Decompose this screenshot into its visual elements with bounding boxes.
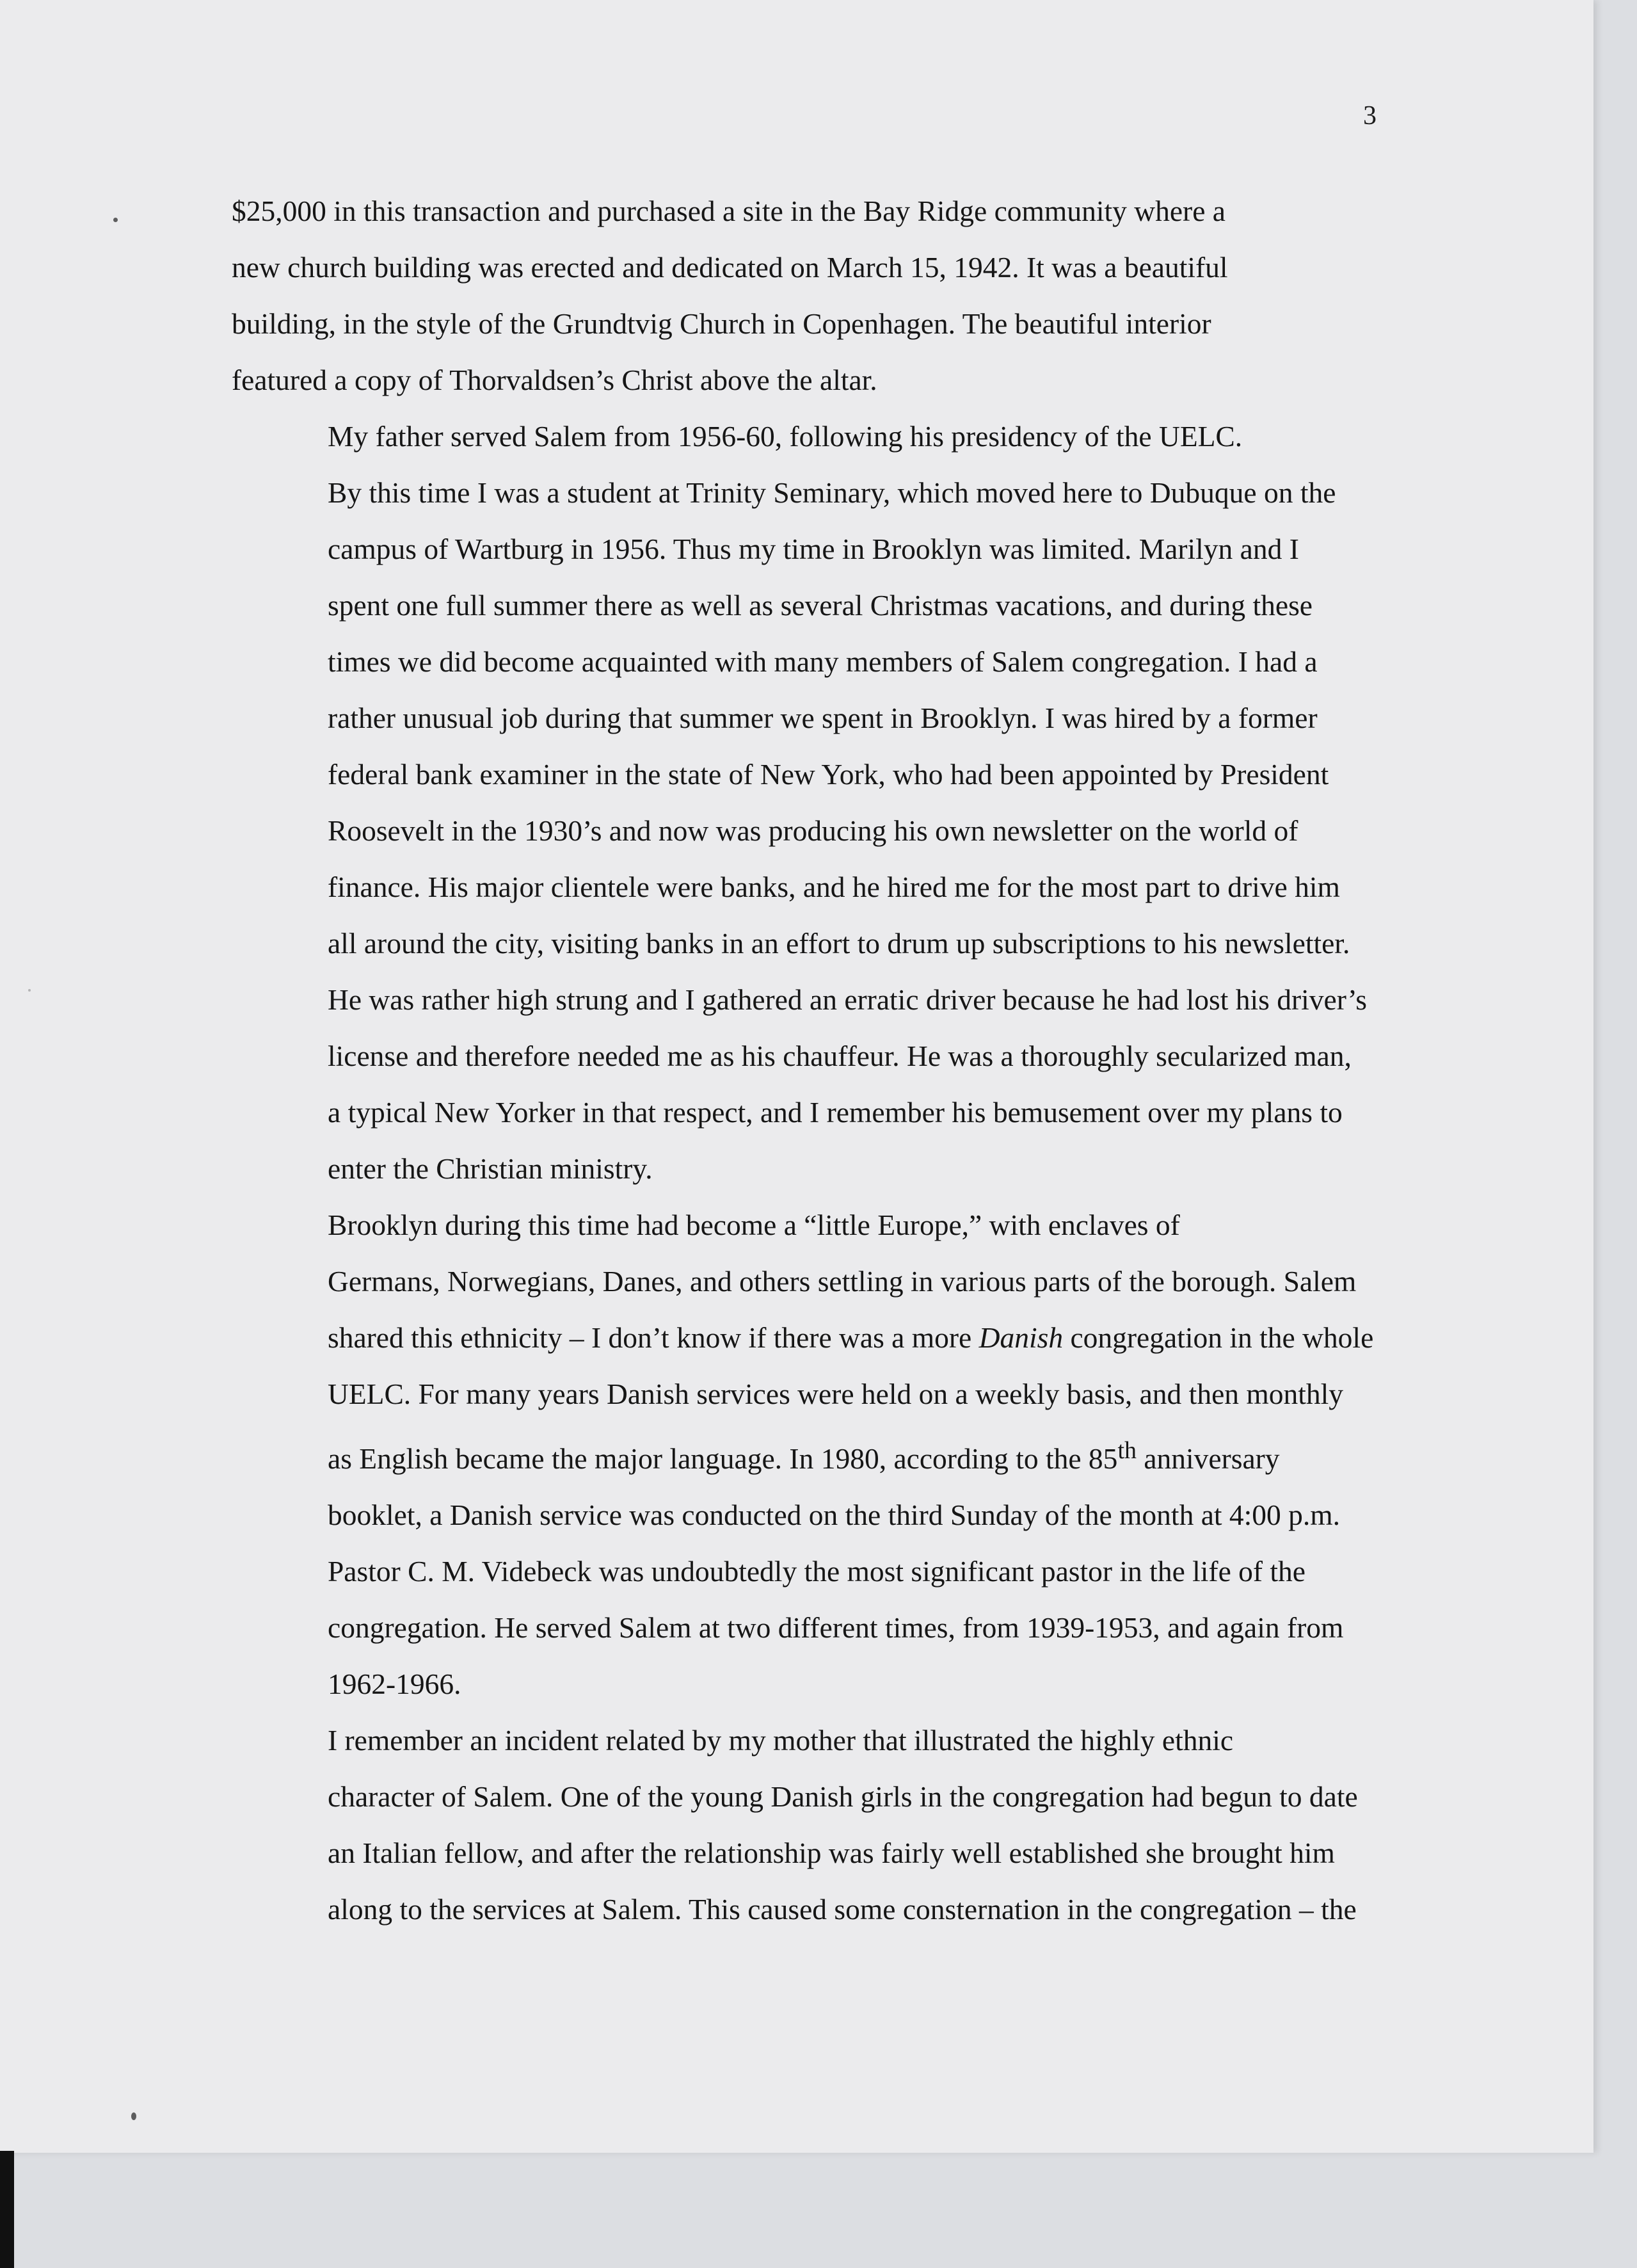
text-line: enter the Christian ministry. xyxy=(328,1152,653,1185)
text-line: spent one full summer there as well as several Christmas vacations, and during these xyxy=(328,589,1313,622)
emphasis-danish: Danish xyxy=(978,1321,1064,1354)
text-line: My father served Salem from 1956-60, following his presidency of the UELC. xyxy=(328,420,1243,453)
body-text xyxy=(232,183,1384,1938)
text-line: featured a copy of Thorvaldsen’s Christ above the altar. xyxy=(232,364,877,396)
scan-speck xyxy=(28,989,31,992)
text-line: character of Salem. One of the young Danish girls in the congregation had begun to date xyxy=(328,1780,1358,1814)
scan-speck xyxy=(113,218,118,222)
text-line: building, in the style of the Grundtvig Church in Copenhagen. The beautiful interior xyxy=(232,307,1211,340)
text-line: along to the services at Salem. This caused some consternation in the congregation – the xyxy=(328,1893,1357,1926)
text-line: Roosevelt in the 1930’s and now was producing his own newsletter on the world of xyxy=(328,814,1298,847)
text-line: Pastor C. M. Videbeck was undoubtedly the most significant pastor in the life of the xyxy=(328,1555,1306,1588)
text-line: UELC. For many years Danish services were held on a weekly basis, and then monthly xyxy=(328,1378,1344,1410)
ordinal-superscript: th xyxy=(1117,1437,1137,1464)
text-segment: congregation in the whole xyxy=(1063,1321,1374,1354)
text-line: times we did become acquainted with many members of Salem congregation. I had a xyxy=(328,645,1318,678)
text-line xyxy=(232,1422,1384,1487)
text-line: Brooklyn during this time had become a “little Europe,” with enclaves of xyxy=(328,1209,1180,1241)
text-line: an Italian fellow, and after the relationship was fairly well established she brought him xyxy=(328,1837,1335,1870)
text-line xyxy=(232,1310,1384,1366)
text-line: rather unusual job during that summer we spent in Brooklyn. I was hired by a former xyxy=(328,702,1318,734)
scan-speck xyxy=(131,2112,136,2120)
text-line: $25,000 in this transaction and purchased a site in the Bay Ridge community where a xyxy=(232,195,1226,227)
text-line: By this time I was a student at Trinity Seminary, which moved here to Dubuque on the xyxy=(328,476,1336,509)
paragraph-brooklyn-ethnicity xyxy=(232,1197,1384,1712)
text-line: 1962-1966. xyxy=(328,1668,461,1701)
paragraph-building xyxy=(232,183,1384,408)
text-segment: shared this ethnicity – I don’t know if there was a more xyxy=(328,1321,979,1354)
text-line: new church building was erected and dedicated on March 15, 1942. It was a beautiful xyxy=(232,251,1228,284)
text-line: license and therefore needed me as his chauffeur. He was a thoroughly secularized man, xyxy=(328,1040,1352,1072)
text-line: campus of Wartburg in 1956. Thus my time in Brooklyn was limited. Marilyn and I xyxy=(328,533,1299,565)
text-segment: as English became the major language. In 1980, according to the 85 xyxy=(328,1442,1118,1476)
page-number: 3 xyxy=(1363,101,1377,131)
text-line: federal bank examiner in the state of New York, who had been appointed by President xyxy=(328,758,1329,791)
text-line: all around the city, visiting banks in an effort to drum up subscriptions to his newsletter. xyxy=(328,927,1350,960)
text-line: I remember an incident related by my mother that illustrated the highly ethnic xyxy=(328,1724,1234,1757)
text-line: booklet, a Danish service was conducted on the third Sunday of the month at 4:00 p.m. xyxy=(328,1499,1341,1532)
text-line: He was rather high strung and I gathered an erratic driver because he had lost his driver’s xyxy=(328,983,1367,1016)
text-line: congregation. He served Salem at two different times, from 1939-1953, and again from xyxy=(328,1611,1344,1645)
text-segment: anniversary xyxy=(1136,1442,1280,1476)
scanner-edge xyxy=(0,2151,14,2268)
paragraph-mother-incident xyxy=(232,1712,1384,1938)
text-line: finance. His major clientele were banks, and he hired me for the most part to drive him xyxy=(328,871,1340,903)
paragraph-father-service xyxy=(232,408,1384,1197)
text-line: a typical New Yorker in that respect, and I remember his bemusement over my plans to xyxy=(328,1096,1343,1129)
text-line: Germans, Norwegians, Danes, and others settling in various parts of the borough. Salem xyxy=(328,1265,1357,1298)
